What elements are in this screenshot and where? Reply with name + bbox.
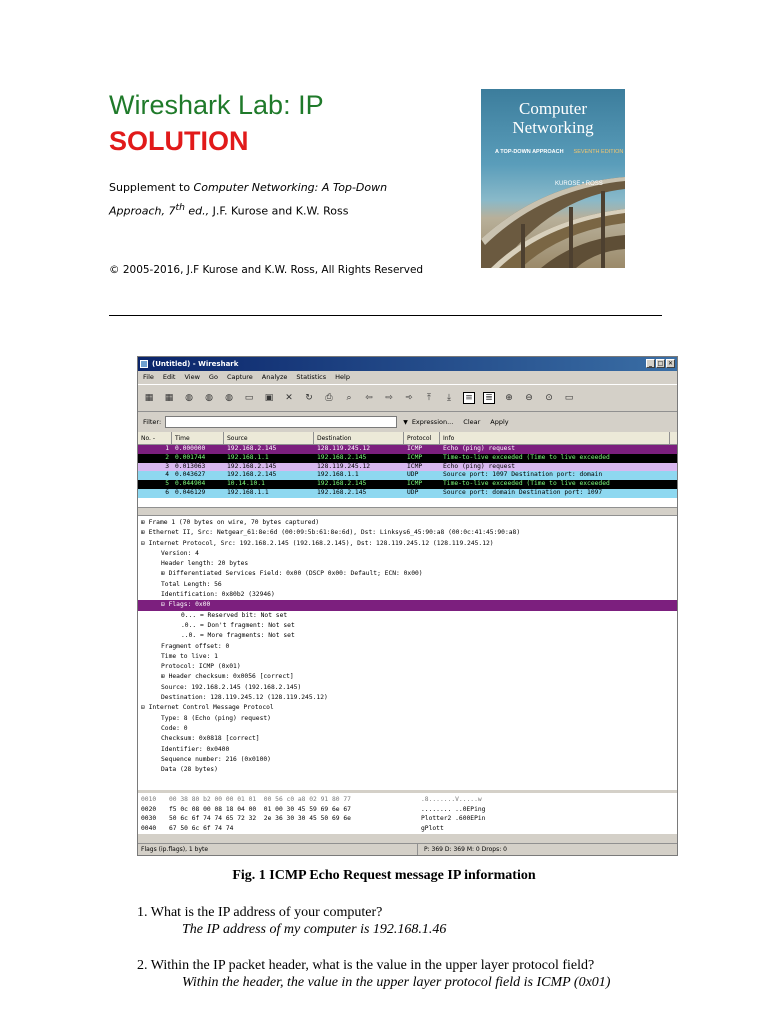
packet-cell-info: Echo (ping) request [443, 445, 516, 452]
capture-options-icon[interactable]: ▦ [164, 393, 174, 403]
question-2: 2. Within the IP packet header, what is the value in the upper layer protocol field? [137, 958, 595, 973]
packet-cell-src: 192.168.2.145 [227, 462, 277, 470]
packet-cell-dst: 128.119.245.12 [317, 445, 371, 452]
detail-tree-item[interactable]: Time to live: 1 [161, 652, 218, 660]
go-forward-icon[interactable]: ⇨ [385, 393, 393, 403]
detail-tree-item[interactable]: Identification: 0x80b2 (32946) [161, 591, 275, 599]
detail-tree-item[interactable]: Code: 0 [161, 724, 188, 732]
detail-tree-item[interactable]: ⊟ Flags: 0x00 [138, 600, 677, 610]
detail-tree-item[interactable]: Fragment offset: 0 [161, 642, 230, 650]
packet-cell-time: 0.001744 [175, 453, 206, 461]
packet-cell-dst: 128.119.245.12 [317, 462, 371, 470]
menu-item-analyze[interactable]: Analyze [261, 373, 288, 381]
detail-tree-item[interactable]: Type: 8 (Echo (ping) request) [161, 714, 271, 722]
packet-cell-no: 4 [165, 471, 169, 479]
colorize-icon[interactable]: ≡ [465, 393, 473, 403]
packet-cell-time: 0.043627 [175, 471, 206, 479]
packet-cell-src: 192.168.2.145 [227, 471, 277, 479]
detail-tree-item[interactable]: ..0. = More fragments: Not set [181, 632, 295, 640]
packet-cell-proto: UDP [407, 471, 419, 479]
window-title: (Untitled) - Wireshark [152, 360, 239, 368]
packet-cell-no: 2 [165, 453, 169, 461]
answer-1: The IP address of my computer is 192.168.1.46 [182, 922, 447, 937]
supplement-text [109, 178, 409, 222]
detail-tree-item[interactable]: .0.. = Don't fragment: Not set [181, 621, 295, 629]
detail-tree-item[interactable]: Sequence number: 216 (0x0100) [161, 755, 271, 763]
supplement-prefix: Supplement to [109, 181, 194, 194]
detail-tree-item[interactable]: ⊞ Header checksum: 0x0056 [correct] [161, 673, 294, 681]
menu-item-capture[interactable]: Capture [226, 373, 253, 381]
packet-cell-dst: 192.168.1.1 [317, 471, 359, 479]
column-header-src[interactable]: Source [224, 432, 314, 444]
auto-scroll-icon[interactable]: ≣ [485, 393, 493, 403]
save-file-icon[interactable]: ▣ [264, 393, 274, 403]
packet-cell-proto: ICMP [407, 462, 423, 470]
packet-cell-no: 1 [165, 445, 169, 452]
detail-tree-item[interactable]: Source: 192.168.2.145 (192.168.2.145) [161, 683, 302, 691]
packet-cell-proto: ICMP [407, 453, 423, 461]
detail-tree-item[interactable]: ⊟ Internet Protocol, Src: 192.168.2.145 (192.168.2.145), Dst: 128.119.245.12 (128.119.245.12) [141, 539, 494, 547]
packet-row[interactable] [138, 463, 677, 472]
packet-row[interactable] [138, 454, 677, 463]
menu-item-statistics[interactable]: Statistics [296, 373, 327, 381]
cover-title-line1: Computer [519, 99, 587, 118]
edition-suffix: ed., [184, 204, 210, 218]
cover-authors: KUROSE • ROSS [555, 181, 603, 187]
go-last-icon[interactable]: ⤓ [447, 393, 451, 403]
packet-cell-proto: UDP [407, 488, 419, 496]
menu-item-view[interactable]: View [184, 373, 200, 381]
packet-cell-info: Echo (ping) request [443, 462, 516, 470]
find-packet-icon[interactable]: ⌕ [346, 393, 352, 403]
hex-offset: 0040 [141, 824, 157, 832]
status-field-info: Flags (ip.flags), 1 byte [138, 844, 418, 855]
menu-item-edit[interactable]: Edit [162, 373, 176, 381]
packet-cell-proto: ICMP [407, 445, 423, 452]
detail-tree-item[interactable]: Identifier: 0x0400 [161, 745, 230, 753]
cover-tagline: A TOP-DOWN APPROACH [495, 149, 564, 155]
packet-cell-proto: ICMP [407, 480, 423, 488]
toolbar [138, 384, 677, 412]
detail-tree-item[interactable]: Data (28 bytes) [161, 766, 218, 774]
go-first-icon[interactable]: ⤒ [427, 393, 431, 403]
packet-cell-info: Time-to-live exceeded (Time to live exceeded [443, 480, 610, 488]
hex-bytes: 50 6c 6f 74 74 65 72 32 2e 36 30 30 45 50 69 6e [169, 815, 351, 822]
filter-input[interactable] [165, 416, 397, 428]
copyright-notice: © 2005-2016, J.F Kurose and K.W. Ross, All Rights Reserved [109, 264, 424, 276]
packet-cell-time: 0.044904 [175, 480, 206, 488]
book-title-part2: Approach, 7 [109, 204, 176, 218]
packet-cell-src: 192.168.1.1 [227, 488, 269, 496]
zoom-in-icon[interactable]: ⊕ [505, 393, 513, 403]
packet-list-header [138, 432, 677, 445]
apply-button[interactable]: Apply [490, 418, 509, 426]
detail-tree-item[interactable]: Header length: 20 bytes [161, 560, 249, 568]
packet-bytes-pane [138, 790, 677, 834]
maximize-icon[interactable]: □ [657, 360, 664, 367]
hex-bytes: 00 38 80 b2 00 00 01 01 00 56 c0 a8 02 91 80 77 [169, 796, 351, 803]
window-title-bar[interactable] [138, 357, 677, 371]
packet-cell-src: 10.14.10.1 [227, 480, 265, 488]
wireshark-app-icon [140, 360, 148, 368]
packet-cell-src: 192.168.1.1 [227, 453, 269, 461]
column-header-info[interactable]: Info [440, 432, 670, 444]
packet-cell-dst: 192.168.2.145 [317, 453, 367, 461]
column-header-time[interactable]: Time [172, 432, 224, 444]
restart-capture-icon[interactable]: ◍ [225, 393, 233, 403]
question-1: 1. What is the IP address of your computer? [137, 905, 383, 920]
hex-dump-line[interactable] [141, 805, 677, 815]
answer-2: Within the header, the value in the upper layer protocol field is ICMP (0x01) [182, 975, 611, 990]
packet-cell-info: Source port: 1097 Destination port: domain [443, 471, 603, 479]
authors-text: J.F. Kurose and K.W. Ross [209, 204, 349, 218]
hex-offset: 0020 [141, 805, 157, 813]
wireshark-window [137, 356, 678, 856]
cover-tagline-bar [481, 147, 625, 158]
packet-cell-time: 0.013063 [175, 462, 206, 470]
menu-item-help[interactable]: Help [335, 373, 350, 381]
detail-tree-item[interactable]: Total Length: 56 [161, 580, 222, 588]
edition-sup: th [175, 202, 185, 213]
go-to-packet-icon[interactable]: ➾ [405, 393, 413, 403]
column-header-dst[interactable]: Destination [314, 432, 404, 444]
detail-tree-item[interactable]: ⊞ Ethernet II, Src: Netgear_61:8e:6d (00:09:5b:61:8e:6d), Dst: Linksys6_45:90:a8 (00:0c:41:45:90:a8) [141, 529, 521, 537]
print-icon[interactable]: ⎙ [325, 393, 333, 403]
interfaces-icon[interactable]: ▦ [144, 393, 154, 403]
status-bar [138, 843, 677, 855]
hex-ascii: .8.......V.....w [421, 796, 482, 803]
filter-bar [138, 412, 677, 432]
hex-ascii: Plotter2 .600EPin [421, 815, 486, 822]
hex-bytes: 67 50 6c 6f 74 74 [169, 824, 234, 832]
filter-dropdown-icon[interactable]: ▼ [403, 418, 408, 426]
detail-tree-item[interactable]: Version: 4 [161, 549, 199, 557]
menu-item-file[interactable]: File [143, 373, 154, 381]
cover-title-line2: Networking [512, 118, 594, 137]
packet-cell-time: 0.046129 [175, 488, 206, 496]
packet-cell-no: 3 [165, 462, 169, 470]
detail-tree-item[interactable]: 0... = Reserved bit: Not set [181, 611, 288, 619]
zoom-out-icon[interactable]: ⊖ [525, 393, 533, 403]
packet-cell-dst: 192.168.2.145 [317, 480, 367, 488]
hex-dump-line[interactable] [141, 814, 677, 824]
detail-tree-item[interactable]: ⊞ Differentiated Services Field: 0x00 (DSCP 0x00: Default; ECN: 0x00) [161, 570, 423, 578]
book-title-part1: Computer Networking: A Top-Down [193, 181, 388, 194]
filter-label: Filter: [143, 418, 162, 426]
packet-row[interactable] [138, 489, 677, 498]
close-file-icon[interactable]: ✕ [285, 393, 293, 403]
start-capture-icon[interactable]: ◍ [185, 393, 193, 403]
detail-tree-item[interactable]: ⊟ Internet Control Message Protocol [141, 704, 274, 712]
column-header-no[interactable]: No. - [138, 432, 172, 444]
solution-heading: SOLUTION [109, 126, 249, 156]
detail-tree-item[interactable]: Destination: 128.119.245.12 (128.119.245.12) [161, 694, 328, 702]
expression-button[interactable]: Expression... [411, 418, 454, 426]
packet-cell-info: Time-to-live exceeded (Time to live exceeded [443, 453, 610, 461]
packet-row[interactable] [138, 471, 677, 480]
stop-capture-icon[interactable]: ◍ [205, 393, 213, 403]
open-file-icon[interactable]: ▭ [244, 393, 254, 403]
hex-dump-line[interactable] [141, 824, 677, 834]
menu-bar [138, 371, 677, 384]
horizontal-rule [109, 315, 662, 316]
close-icon[interactable]: ✕ [667, 360, 674, 367]
packet-details-pane [138, 516, 677, 790]
hex-offset: 0030 [141, 815, 157, 822]
menu-item-go[interactable]: Go [208, 373, 218, 381]
packet-cell-src: 192.168.2.145 [227, 445, 277, 452]
packet-cell-info: Source port: domain Destination port: 1097 [443, 488, 603, 496]
detail-tree-item[interactable]: ⊞ Frame 1 (70 bytes on wire, 70 bytes captured) [141, 519, 320, 526]
packet-row[interactable] [138, 445, 677, 454]
packet-list [138, 445, 677, 507]
packet-cell-no: 5 [165, 480, 169, 488]
book-cover-image [481, 89, 625, 268]
detail-tree-item[interactable]: Protocol: ICMP (0x01) [161, 663, 241, 671]
cover-edition: SEVENTH EDITION [573, 149, 624, 155]
column-header-proto[interactable]: Protocol [404, 432, 440, 444]
minimize-icon[interactable]: _ [646, 359, 655, 368]
pane-splitter[interactable] [138, 507, 677, 516]
clear-button[interactable]: Clear [463, 418, 481, 426]
go-back-icon[interactable]: ⇦ [365, 393, 373, 403]
figure-caption: Fig. 1 ICMP Echo Request message IP information [232, 868, 536, 883]
status-packet-counts: P: 369 D: 369 M: 0 Drops: 0 [424, 846, 507, 853]
hex-offset: 0010 [141, 796, 157, 803]
packet-cell-no: 6 [165, 488, 169, 496]
zoom-normal-icon[interactable]: ⊙ [545, 393, 553, 403]
detail-tree-item[interactable]: Checksum: 0x0818 [correct] [161, 735, 260, 743]
packet-row[interactable] [138, 480, 677, 489]
reload-icon[interactable]: ↻ [305, 393, 313, 403]
resize-columns-icon[interactable]: ▭ [564, 393, 574, 403]
hex-ascii: gPlott [421, 824, 444, 832]
hex-bytes: f5 0c 08 00 08 18 04 00 01 00 30 45 59 69 6e 67 [169, 805, 351, 813]
document-title: Wireshark Lab: IP [109, 90, 324, 120]
packet-cell-dst: 192.168.2.145 [317, 488, 367, 496]
hex-dump-line[interactable] [141, 795, 677, 805]
hex-ascii: ........ ..0EPing [421, 805, 486, 813]
packet-cell-time: 0.000000 [175, 445, 206, 452]
